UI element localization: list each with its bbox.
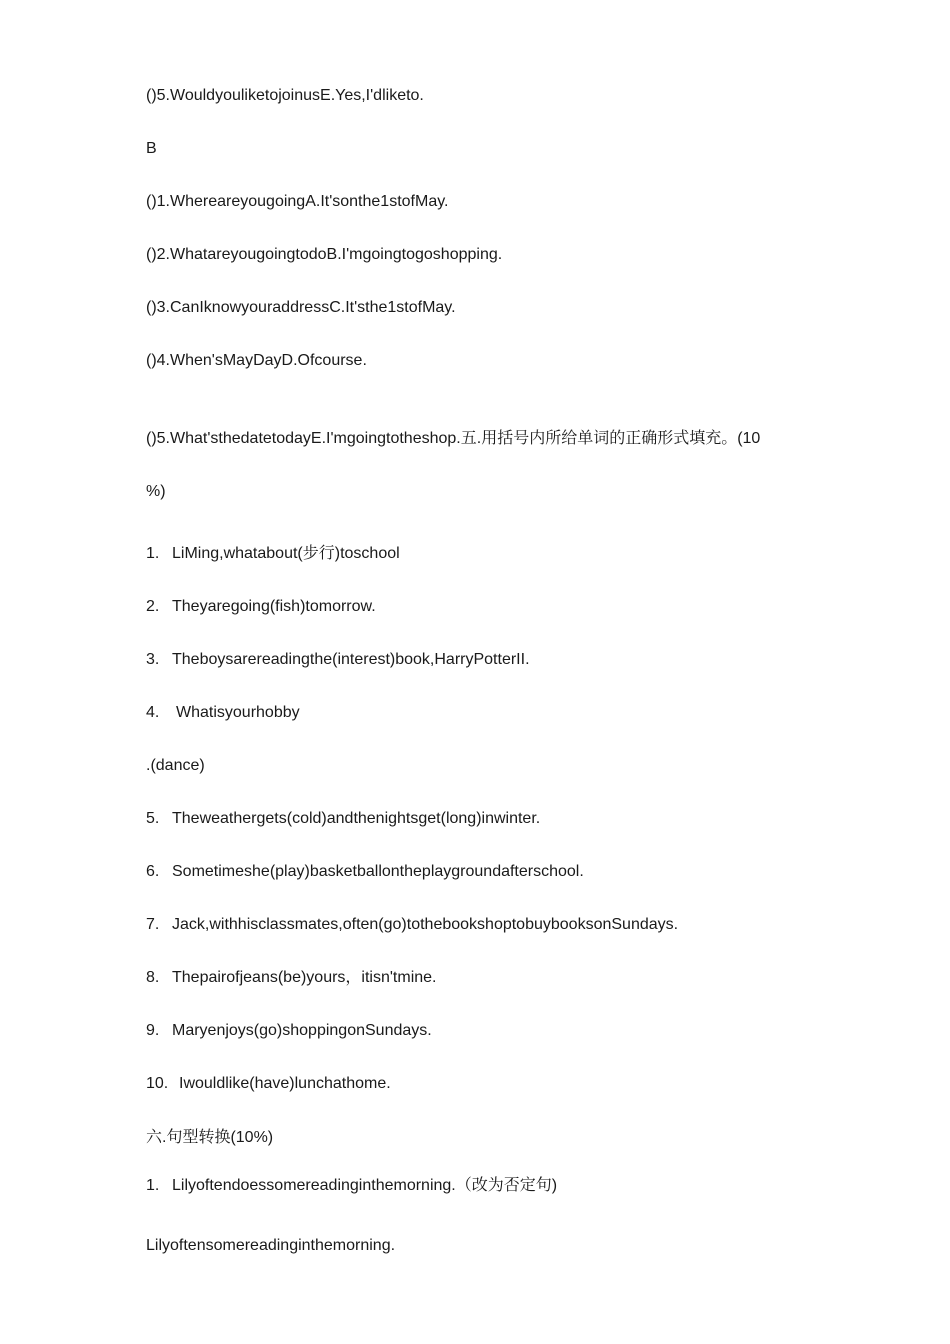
question-b2: ()2.WhatareyougoingtodoB.I'mgoingtogoshopping.	[146, 246, 503, 263]
item-number: 8.	[146, 969, 160, 986]
item-number: 7.	[146, 916, 160, 933]
section-6-heading: 六.句型转换(10%)	[146, 1129, 274, 1146]
item-number: 2.	[146, 598, 160, 615]
list-item	[146, 862, 584, 882]
list-item	[146, 1021, 432, 1041]
section-b-label: B	[146, 140, 157, 157]
item-number: 5.	[146, 810, 160, 827]
item-number: 9.	[146, 1022, 160, 1039]
question-b3: ()3.CanIknowyouraddressC.It'sthe1stofMay.	[146, 299, 456, 316]
item-text: Theboysarereadingthe(interest)book,HarryPotterII.	[172, 651, 530, 668]
item-text: Sometimeshe(play)basketballontheplaygroundafterschool.	[172, 863, 584, 880]
question-b4: ()4.When'sMayDayD.Ofcourse.	[146, 352, 367, 369]
item-text: Jack,withhisclassmates,often(go)tothebookshoptobuybooksonSundays.	[172, 916, 679, 933]
item-number: 1.	[146, 1177, 160, 1194]
item-text: Maryenjoys(go)shoppingonSundays.	[172, 1022, 432, 1039]
list-item-continuation	[146, 756, 205, 776]
item-text: Theyaregoing(fish)tomorrow.	[172, 598, 376, 615]
item-text: Iwouldlike(have)lunchathome.	[179, 1075, 391, 1092]
item-text: Whatisyourhobby	[176, 704, 300, 721]
item-number: 1.	[146, 545, 160, 562]
list-item	[146, 968, 437, 988]
item-number: 6.	[146, 863, 160, 880]
question-b5-wrap: %)	[146, 483, 166, 500]
list-item	[146, 544, 400, 564]
item-text: .(dance)	[146, 757, 205, 774]
list-item	[146, 915, 678, 935]
list-item	[146, 1074, 391, 1094]
item-text: Theweathergets(cold)andthenightsget(long)inwinter.	[172, 810, 541, 827]
item-text: Lilyoftendoessomereadinginthemorning.（改为否定句)	[172, 1177, 558, 1194]
answer-line: Lilyoftensomereadinginthemorning.	[146, 1237, 396, 1254]
item-number: 3.	[146, 651, 160, 668]
list-item	[146, 1176, 557, 1196]
list-item	[146, 703, 300, 723]
question-a5: ()5.WouldyouliketojoinusE.Yes,I'dliketo.	[146, 87, 424, 104]
list-item	[146, 809, 540, 829]
question-b5: ()5.What'sthedatetodayE.I'mgoingtotheshop.五.用括号内所给单词的正确形式填充。(10	[146, 430, 761, 447]
item-number: 10.	[146, 1075, 169, 1092]
item-number: 4.	[146, 704, 160, 721]
item-text: LiMing,whatabout(步行)toschool	[172, 545, 400, 562]
list-item	[146, 650, 530, 670]
list-item	[146, 597, 376, 617]
item-text: Thepairofjeans(be)yours，itisn'tmine.	[172, 969, 437, 986]
question-b1: ()1.WhereareyougoingA.It'sonthe1stofMay.	[146, 193, 449, 210]
